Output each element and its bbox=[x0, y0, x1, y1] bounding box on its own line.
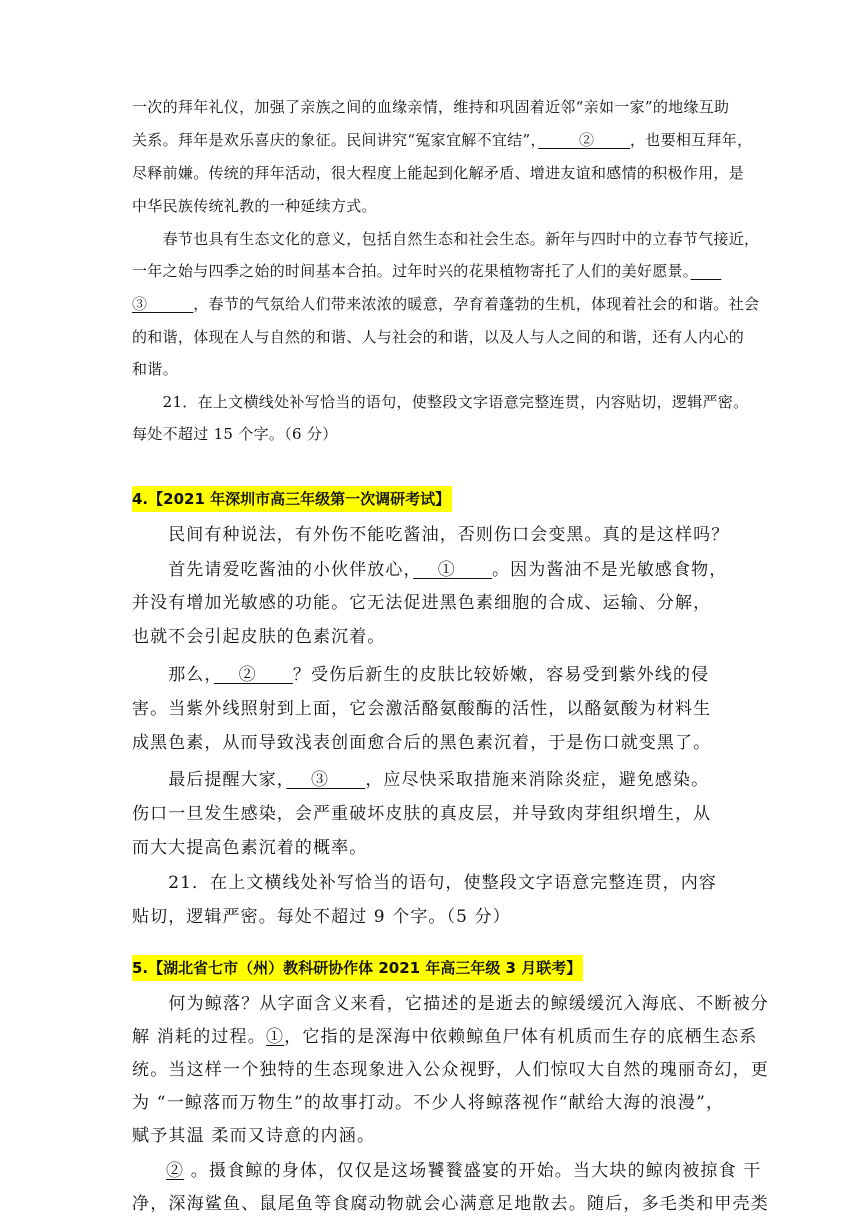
blank-1: ① bbox=[266, 1027, 285, 1047]
s2-line-5: 那么， ② ？受伤后新生的皮肤比较娇嫩，容易受到紫外线的侵 bbox=[132, 665, 710, 685]
blank-3: ③ bbox=[286, 770, 366, 790]
section-3-heading: 5.【湖北省七市（州）教科研协作体 2021 年高三年级 3 月联考】 bbox=[132, 955, 583, 981]
s1-question: 21．在上文横线处补写恰当的语句，使整段文字语意完整连贯，内容贴切，逻辑严密。 bbox=[132, 393, 749, 411]
s2-line-7: 成黑色素，从而导致浅表创面愈合后的黑色素沉着，于是伤口就变黑了。 bbox=[132, 733, 712, 753]
s2-line-1: 民间有种说法，有外伤不能吃酱油，否则伤口会变黑。真的是这样吗？ bbox=[132, 525, 730, 545]
blank-2: ② bbox=[538, 131, 630, 149]
s2-line-10: 而大大提高色素沉着的概率。 bbox=[132, 838, 368, 858]
s3-line-7: 净，深海鲨鱼、鼠尾鱼等食腐动物就会心满意足地散去。随后，多毛类和甲壳类 bbox=[132, 1194, 769, 1214]
blank-1: ① bbox=[413, 560, 493, 580]
s2-line-6: 害。当紫外线照射到上面，它会激活酪氨酸酶的活性，以酪氨酸为材料生 bbox=[132, 699, 712, 719]
s3-line-3: 统。当这样一个独特的生态现象进入公众视野，人们惊叹大自然的瑰丽奇幻，更 bbox=[132, 1060, 769, 1080]
s3-line-5: 赋予其温 柔而又诗意的内涵。 bbox=[132, 1126, 376, 1146]
blank-3: ③ bbox=[132, 295, 194, 313]
s1-line-1: 一次的拜年礼仪，加强了亲族之间的血缘亲情，维持和巩固着近邻“亲如一家”的地缘互助 bbox=[132, 98, 730, 116]
s2-question: 21．在上文横线处补写恰当的语句，使整段文字语意完整连贯，内容 bbox=[132, 873, 717, 893]
s1-line-2: 关系。拜年是欢乐喜庆的象征。民间讲究“冤家宜解不宜结”， ② ，也要相互拜年， bbox=[132, 131, 753, 149]
s1-line-9: 和谐。 bbox=[132, 360, 178, 378]
s3-line-1: 何为鲸落？从字面含义来看，它描述的是逝去的鲸缓缓沉入海底、不断被分 bbox=[132, 994, 769, 1014]
s2-line-2: 首先请爱吃酱油的小伙伴放心， ① 。因为酱油不是光敏感食物， bbox=[132, 560, 728, 580]
blank-2: ② bbox=[214, 665, 293, 685]
s1-line-4: 中华民族传统礼教的一种延续方式。 bbox=[132, 197, 377, 215]
s1-line-3: 尽释前嫌。传统的拜年活动，很大程度上能起到化解矛盾、增进友谊和感情的积极作用，是 bbox=[132, 164, 745, 182]
s2-line-4: 也就不会引起皮肤的色素沉着。 bbox=[132, 627, 386, 647]
s1-line-6: 一年之始与四季之始的时间基本合拍。过年时兴的花果植物寄托了人们的美好愿景。 bbox=[132, 262, 691, 280]
s1-line-7: ③ ，春节的气氛给人们带来浓浓的暖意，孕育着蓬勃的生机，体现着社会的和谐。社会 bbox=[132, 295, 760, 313]
blank-2: ② bbox=[166, 1161, 185, 1181]
s1-question-cont: 每处不超过 15 个字。（6 分） bbox=[132, 425, 338, 443]
s1-line-5: 春节也具有生态文化的意义，包括自然生态和社会生态。新年与四时中的立春节气接近， bbox=[132, 230, 760, 248]
s2-question-cont: 贴切，逻辑严密。每处不超过 9 个字。（5 分） bbox=[132, 907, 511, 927]
s2-line-9: 伤口一旦发生感染，会严重破坏皮肤的真皮层，并导致肉芽组织增生，从 bbox=[132, 804, 712, 824]
s3-line-6: ② 。摄食鲸的身体，仅仅是这场饕餮盛宴的开始。当大块的鲸肉被掠食 干 bbox=[166, 1161, 762, 1181]
s3-line-2: 解 消耗的过程。①，它指的是深海中依赖鲸鱼尸体有机质而生存的底栖生态系 bbox=[132, 1027, 758, 1047]
s1-line-8: 的和谐，体现在人与自然的和谐、人与社会的和谐，以及人与人之间的和谐，还有人内心的 bbox=[132, 328, 745, 346]
s3-line-4: 为 “一鲸落而万物生”的故事打动。不少人将鲸落视作“献给大海的浪漫”， bbox=[132, 1093, 725, 1113]
section-2-heading: 4.【2021 年深圳市高三年级第一次调研考试】 bbox=[132, 486, 452, 512]
s2-line-8: 最后提醒大家， ③ ，应尽快采取措施来消除炎症，避免感染。 bbox=[132, 770, 710, 790]
s2-line-3: 并没有增加光敏感的功能。它无法促进黑色素细胞的合成、运输、分解， bbox=[132, 593, 712, 613]
